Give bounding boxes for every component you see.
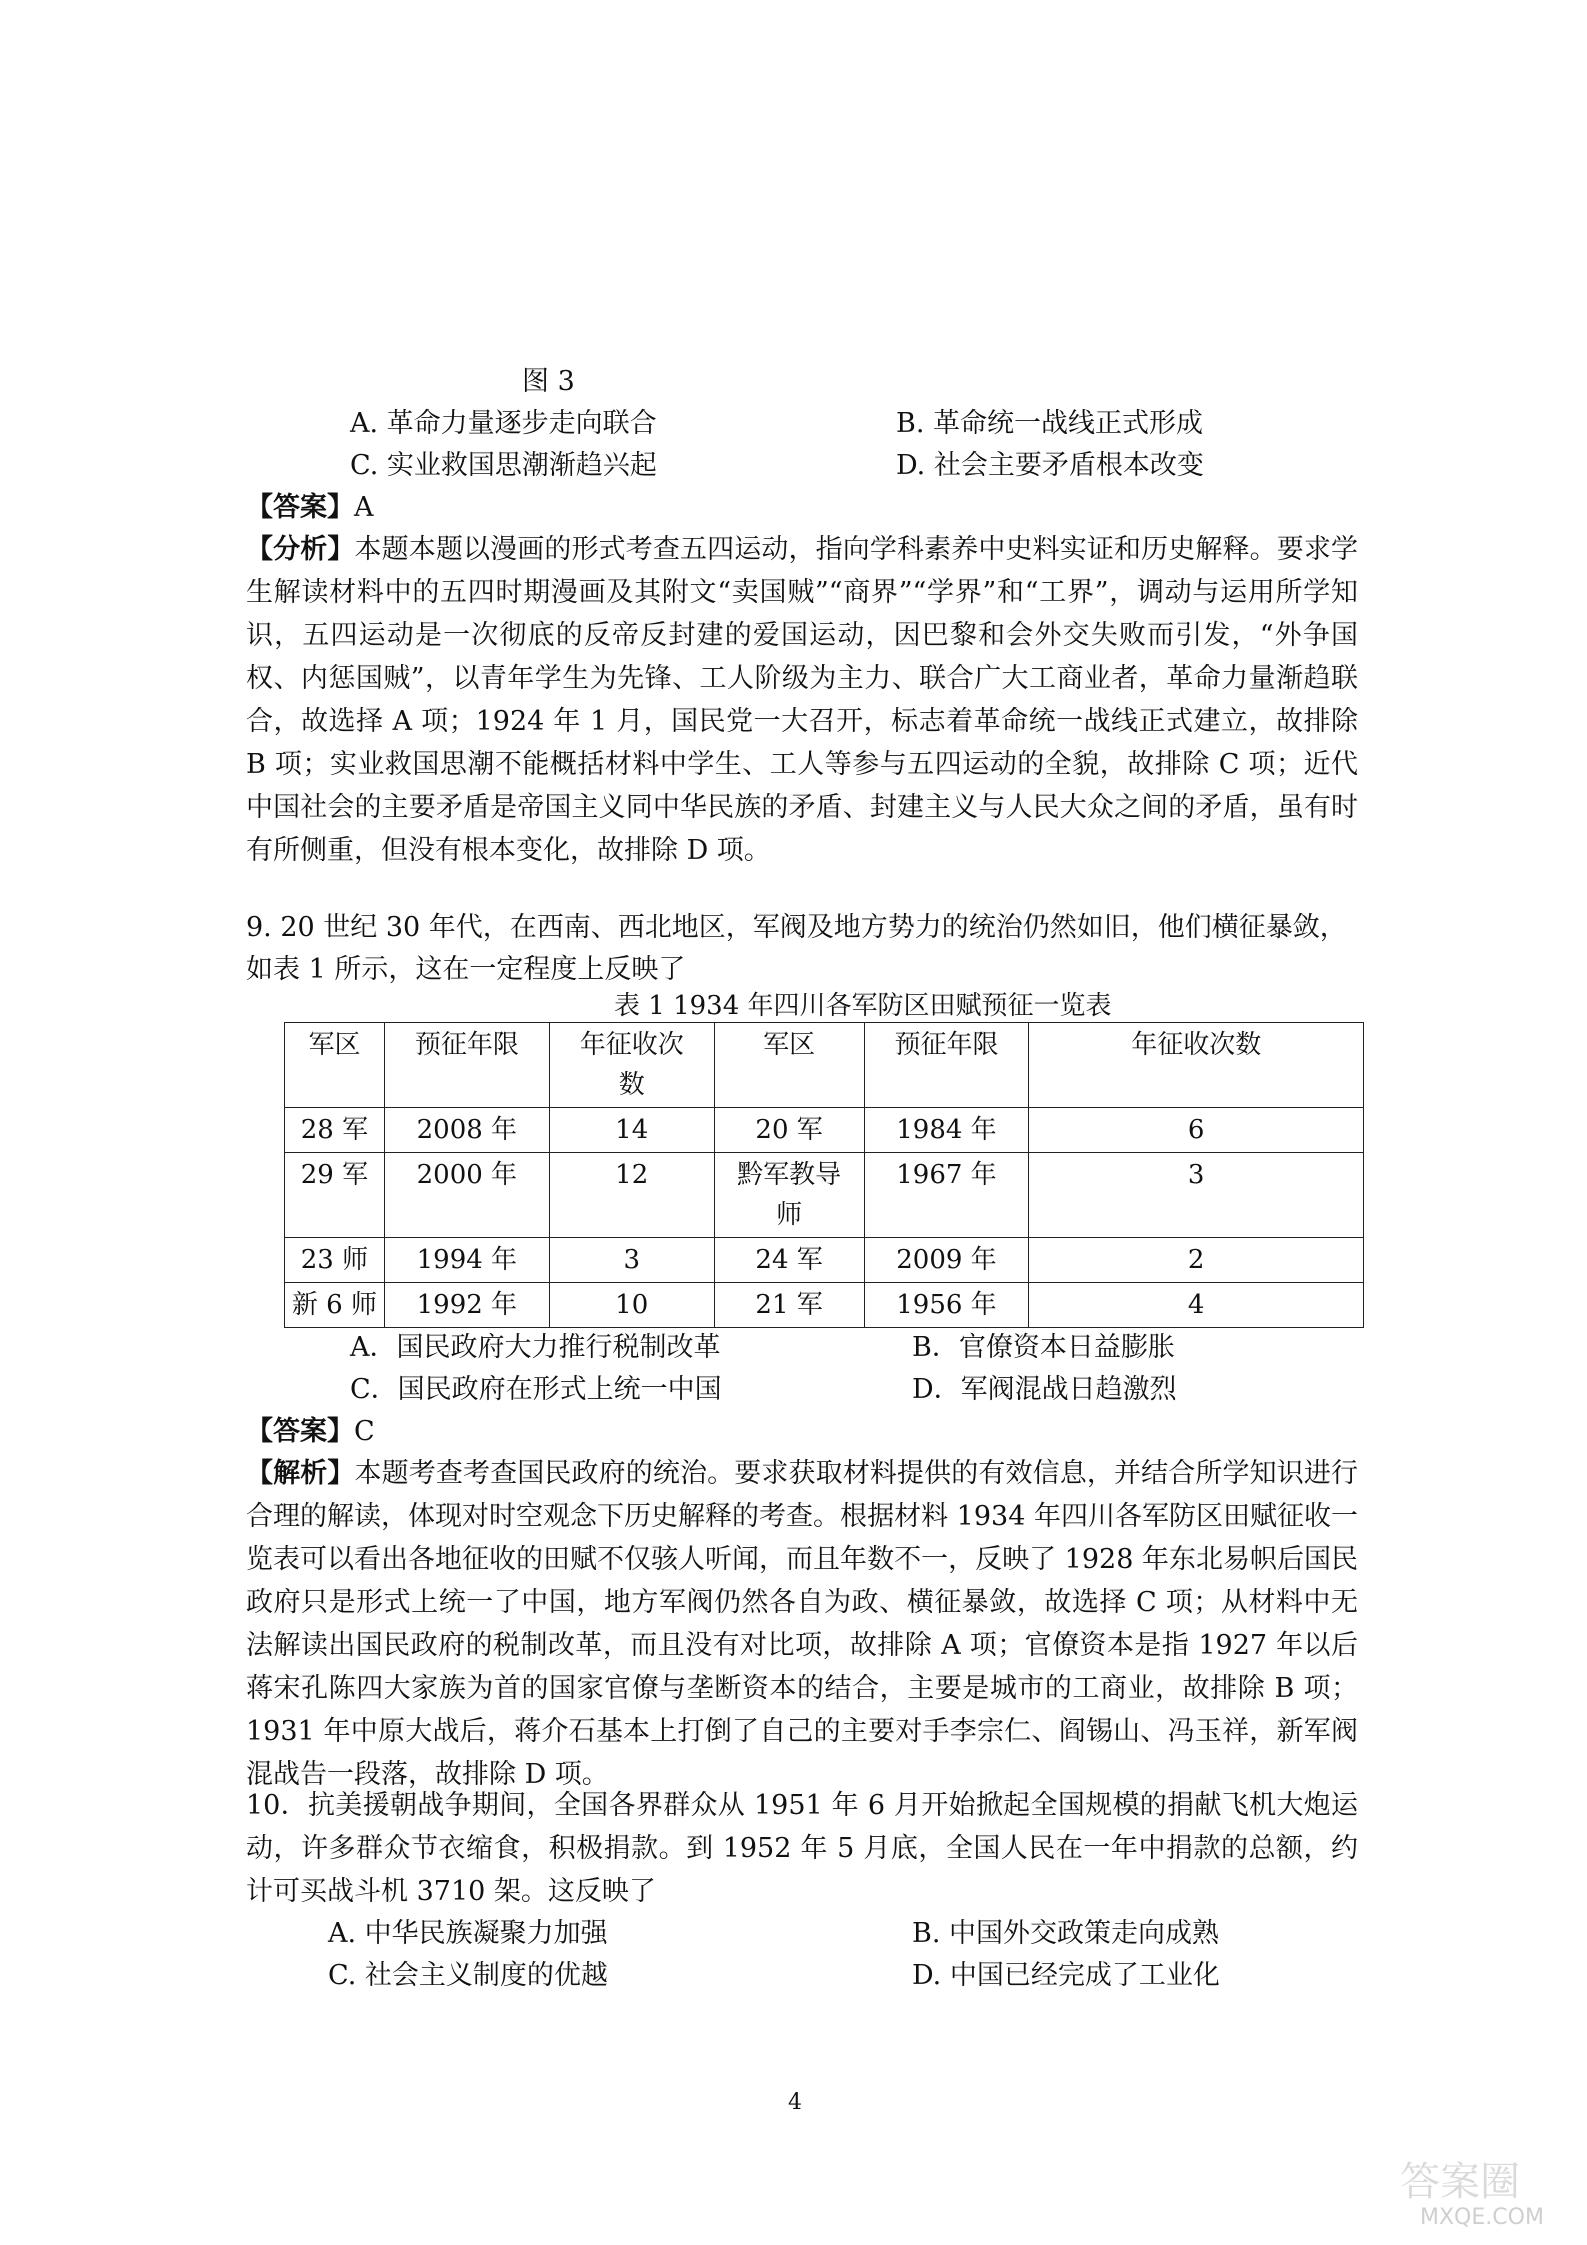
q10-option-b: B. 中国外交政策走向成熟 [912, 1918, 1220, 1949]
table-cell: 14 [549, 1108, 714, 1153]
table-header-row [285, 1023, 1364, 1108]
q8-option-b: B. 革命统一战线正式形成 [896, 408, 1204, 439]
q10-option-c: C. 社会主义制度的优越 [328, 1960, 608, 1991]
table-cell: 1992 年 [384, 1283, 549, 1328]
table-cell: 新 6 师 [285, 1283, 385, 1328]
table-cell: 28 军 [285, 1108, 385, 1153]
header-cell: 军区 [285, 1023, 385, 1108]
q9-analysis [246, 1452, 1358, 1796]
q9-stem-line1: 9. 20 世纪 30 年代，在西南、西北地区，军阀及地方势力的统治仍然如旧，他们横征暴敛， [246, 912, 1347, 943]
table-cell: 3 [1029, 1153, 1364, 1238]
table-row [285, 1283, 1364, 1328]
table-cell: 1956 年 [864, 1283, 1029, 1328]
tax-table [284, 1022, 1364, 1328]
q8-option-c: C. 实业救国思潮渐趋兴起 [350, 450, 657, 481]
table-row [285, 1153, 1364, 1238]
table-cell: 1967 年 [864, 1153, 1029, 1238]
table-caption: 表 1 1934 年四川各军防区田赋预征一览表 [614, 991, 1112, 1021]
table-cell: 24 军 [714, 1238, 864, 1283]
q10-option-a: A. 中华民族凝聚力加强 [328, 1918, 608, 1949]
q10-option-d: D. 中国已经完成了工业化 [912, 1960, 1220, 1991]
header-cell: 年征收次数 [549, 1023, 714, 1108]
answer-value: A [354, 492, 374, 523]
analysis-text: 本题本题以漫画的形式考查五四运动，指向学科素养中史料实证和历史解释。要求学生解读材料中的五四时期漫画及其附文“卖国贼”“商界”“学界”和“工界”，调动与运用所学知识，五四运动是一次彻底的反帝反封建的爱国运动，因巴黎和会外交失败而引发，“外争国权、内惩国贼”，以青年学生为先锋、工人阶级为主力、联合广大工商业者，革命力量渐趋联合，故选择 A 项；1924 年 1 月，国民党一大召开，标志着革命统一战线正式建立，故排除 B 项；实业救国思潮不能概括材料中学生、工人等参与五四运动的全貌，故排除 C 项；近代中国社会的主要矛盾是帝国主义同中华民族的矛盾、封建主义与人民大众之间的矛盾，虽有时有所侧重，但没有根本变化，故排除 D 项。 [246, 534, 1358, 866]
watermark-logo: 答案圈 [1400, 2159, 1520, 2205]
table-cell: 20 军 [714, 1108, 864, 1153]
table-row [285, 1108, 1364, 1153]
table-cell: 6 [1029, 1108, 1364, 1153]
table-cell: 12 [549, 1153, 714, 1238]
q9-option-a: A．国民政府大力推行税制改革 [350, 1332, 721, 1363]
q8-option-a: A. 革命力量逐步走向联合 [350, 408, 657, 439]
table-row [285, 1238, 1364, 1283]
q8-analysis [246, 528, 1358, 872]
answer-value: C [354, 1416, 375, 1447]
header-cell: 年征收次数 [1029, 1023, 1364, 1108]
analysis-label: 【分析】 [246, 534, 355, 565]
q10-stem: 10．抗美援朝战争期间，全国各界群众从 1951 年 6 月开始掀起全国规模的捐献飞机大炮运动，许多群众节衣缩食，积极捐款。到 1952 年 5 月底，全国人民在一年中捐款的总额，约计可买战斗机 3710 架。这反映了 [246, 1790, 1358, 1907]
header-cell: 军区 [714, 1023, 864, 1108]
table-cell: 2009 年 [864, 1238, 1029, 1283]
header-cell: 预征年限 [384, 1023, 549, 1108]
q9-option-c: C．国民政府在形式上统一中国 [350, 1374, 722, 1405]
answer-label: 【答案】 [246, 1416, 354, 1447]
table-cell: 4 [1029, 1283, 1364, 1328]
analysis-label: 【解析】 [246, 1458, 355, 1489]
table-cell: 23 师 [285, 1238, 385, 1283]
q8-option-d: D. 社会主要矛盾根本改变 [896, 450, 1204, 481]
table-cell: 2008 年 [384, 1108, 549, 1153]
table-cell: 1984 年 [864, 1108, 1029, 1153]
answer-label: 【答案】 [246, 492, 354, 523]
table-cell: 21 军 [714, 1283, 864, 1328]
table-cell: 1994 年 [384, 1238, 549, 1283]
q9-answer [246, 1410, 375, 1453]
table-cell: 10 [549, 1283, 714, 1328]
page-number: 4 [788, 2090, 802, 2115]
table-cell: 2000 年 [384, 1153, 549, 1238]
table-cell: 29 军 [285, 1153, 385, 1238]
table-cell: 黔军教导师 [714, 1153, 864, 1238]
header-cell: 预征年限 [864, 1023, 1029, 1108]
q8-answer [246, 486, 374, 529]
q9-stem-line2: 如表 1 所示，这在一定程度上反映了 [246, 954, 686, 985]
table-cell: 3 [549, 1238, 714, 1283]
watermark-url: MXQE.COM [1420, 2205, 1544, 2230]
table-cell: 2 [1029, 1238, 1364, 1283]
figure-caption: 图 3 [522, 366, 575, 397]
analysis-text: 本题考查考查国民政府的统治。要求获取材料提供的有效信息，并结合所学知识进行合理的解读，体现对时空观念下历史解释的考查。根据材料 1934 年四川各军防区田赋征收一览表可以看出各地征收的田赋不仅骇人听闻，而且年数不一，反映了 1928 年东北易帜后国民政府只是形式上统一了中国，地方军阀仍然各自为政、横征暴敛，故选择 C 项；从材料中无法解读出国民政府的税制改革，而且没有对比项，故排除 A 项；官僚资本是指 1927 年以后蒋宋孔陈四大家族为首的国家官僚与垄断资本的结合，主要是城市的工商业，故排除 B 项；1931 年中原大战后，蒋介石基本上打倒了自己的主要对手李宗仁、阎锡山、冯玉祥，新军阀混战告一段落，故排除 D 项。 [246, 1458, 1358, 1790]
q9-option-d: D．军阀混战日趋激烈 [912, 1374, 1177, 1405]
q9-option-b: B．官僚资本日益膨胀 [912, 1332, 1175, 1363]
